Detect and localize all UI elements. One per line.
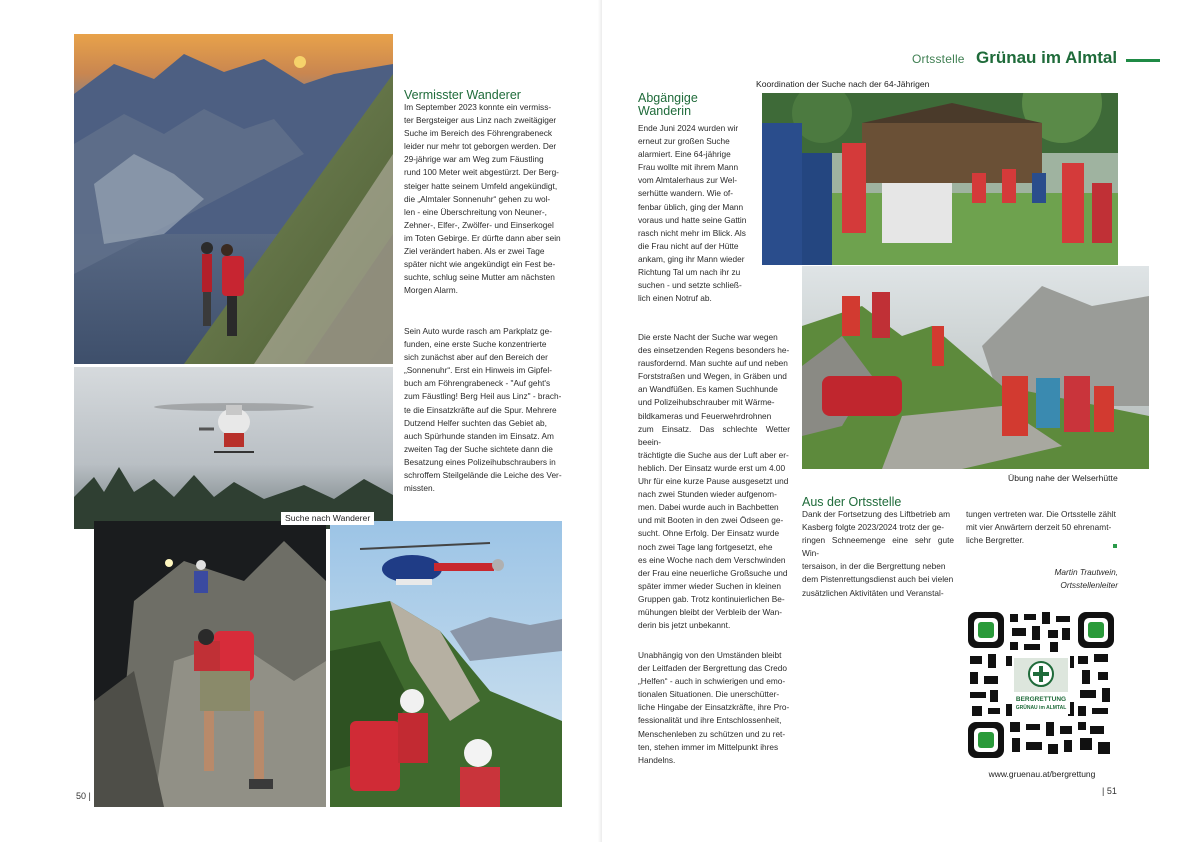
qr-code[interactable] bbox=[966, 610, 1116, 760]
photo-helicopter-ridge bbox=[330, 521, 562, 807]
photo-mountain-hikers bbox=[74, 34, 393, 364]
author-role: Ortsstellenleiter bbox=[1060, 580, 1118, 590]
caption-search-hiker: Suche nach Wanderer bbox=[281, 512, 374, 525]
article-end-mark bbox=[1113, 544, 1117, 548]
left-paragraph-2: Sein Auto wurde rasch am Parkplatz ge- funden, eine erste Suche konzentrierte sich zunächst aber auf den Bereich der „Sonnenuhr“. Erst ein Hinweis im Gipfel- buch am Föhrengrabeneck - "Auf geht's zum Fäustling! Berg Heil aus Linz" - brach- te die Einsatzkräfte auf die Spur. Mehrere Dutzend Helfer suchten das Gebiet ab, auch Spürhunde standen im Einsatz. Am zweiten Tag der Suche sichtete dann die Besatzung eines Polizeihubschraubers in schroffem Steilgelände die Leiche des Ver- missten. bbox=[404, 326, 562, 494]
header-title: Grünau im Almtal bbox=[976, 48, 1118, 67]
qr-logo-line1: BERGRETTUNG bbox=[1015, 696, 1067, 703]
right-paragraph-5: tungen vertreten war. Die Ortsstelle zählt mit vier Anwärtern derzeit 50 ehrenamt- liche Bergretter. bbox=[966, 509, 1116, 546]
website-url[interactable]: www.gruenau.at/bergrettung bbox=[988, 769, 1096, 779]
section-header bbox=[912, 48, 1202, 70]
caption-exercise: Übung nahe der Welserhütte bbox=[1008, 473, 1118, 483]
right-heading-1-line1: Abgängige bbox=[638, 91, 698, 105]
right-page bbox=[602, 0, 1204, 842]
photo-rescue-exercise bbox=[802, 266, 1149, 469]
right-heading-2: Aus der Ortsstelle bbox=[802, 495, 902, 509]
caption-coordination: Koordination der Suche nach der 64-Jährigen bbox=[756, 79, 930, 89]
right-heading-1-line2: Wanderin bbox=[638, 104, 692, 118]
left-paragraph-1: Im September 2023 konnte ein vermiss- ter Bergsteiger aus Linz nach zweitägiger Suche im Bereich des Föhrengrabeneck leider nur mehr tot geborgen werden. Der 29-jährige war am Weg zum Fäustling rund 100 Meter weit abgestürzt. Der Berg- steiger hatte seinem Umfeld angekündigt, die „Almtaler Sonnenuhr“ gehen zu wol- len - eine Überschreitung von Neuner-, Zehner-, Elfer-, Zwölfer- und Einserkogel im Toten Gebirge. Er dürfte dann aber sein Ziel verändert haben. Als er zwei Tage später nicht wie angekündigt ein Fest be- suchte, schlug seine Mutter am nächsten Morgen Alarm. bbox=[404, 102, 561, 296]
page-number-left: 50 | bbox=[76, 791, 91, 801]
left-heading: Vermisster Wanderer bbox=[404, 88, 521, 102]
photo-helicopter-forest bbox=[74, 367, 393, 529]
author-name: Martin Trautwein, bbox=[1054, 567, 1118, 577]
photo-coordination bbox=[762, 93, 1118, 265]
page-number-right: | 51 bbox=[1102, 786, 1117, 796]
right-paragraph-2: Die erste Nacht der Suche war wegen des einsetzenden Regens besonders he- rausfordernd. Man suchte auf und neben Forststraßen und Wegen, in Gräben und an Wandfüßen. Es kamen Suchhunde und Polizeihubschrauber mit Wärme- bildkameras und Feuerwehrdrohnen zum Einsatz. Das schlechte Wetter beein- trächtigte die Suche aus der Luft aber er- heblich. Der Einsatz wurde erst um 4.00 Uhr für eine kurze Pause ausgesetzt und nach zwei Stunden wieder aufgenom- men. Dabei wurde auch in Bachbetten und mit Booten in den zwei Ödseen ge- sucht. Ohne Erfolg. Der Einsatz wurde noch zwei Tage lang fortgesetzt, ehe es eine Woche nach dem Verschwinden der Frau eine neuerliche Großsuche und später immer wieder Suchen in kleinen Gruppen gab. Trotz kontinuierlichen Be- mühungen bleibt der Verbleib der Wan- derin bis jetzt unbekannt. bbox=[638, 332, 790, 631]
right-heading-1 bbox=[638, 92, 698, 118]
right-paragraph-4: Dank der Fortsetzung des Liftbetrieb am Kasberg folgte 2023/2024 trotz der ge- ringen Schneemenge eine sehr gute Win- tersaison, in der die Bergrettung neben dem Pistenrettungsdienst auch bei vielen zusätzlichen Aktivitäten und Veranstal- bbox=[802, 509, 954, 598]
qr-logo-line2: GRÜNAU im ALMTAL bbox=[1015, 705, 1067, 711]
header-small-label: Ortsstelle bbox=[912, 52, 965, 66]
photo-night-climbing bbox=[94, 521, 326, 807]
right-paragraph-3: Unabhängig von den Umständen bleibt der Leitfaden der Bergrettung das Credo „Helfen“ - auch in schwierigen und emo- tionalen Situationen. Die unerschütter- liche Hingabe der Einsatzkräfte, ihre Pro- fessionalität und ihre Entschlossenheit, Menschenleben zu schützen und zu ret- ten, stehen immer im Mittelpunkt ihres Handelns. bbox=[638, 650, 790, 765]
header-accent-bar bbox=[1126, 59, 1160, 62]
right-paragraph-1: Ende Juni 2024 wurden wir erneut zur großen Suche alarmiert. Eine 64-jährige Frau wollte mit ihrem Mann vom Almtalerhaus zur Wel- serhütte wandern. Wie of- fenbar üblich, ging der Mann voraus und hatte seine Gattin rasch nicht mehr im Blick. Als die Frau nicht auf der Hütte ankam, ging ihr Mann wieder Richtung Tal um nach ihr zu suchen - und setzte schließ- lich einen Notruf ab. bbox=[638, 123, 747, 304]
